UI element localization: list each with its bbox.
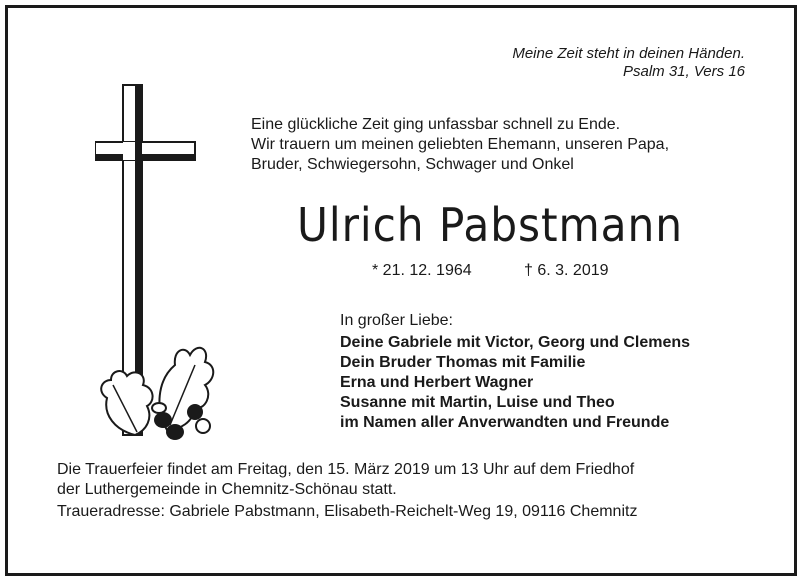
mourning-address: Traueradresse: Gabriele Pabstmann, Elisabeth-Reichelt-Weg 19, 09116 Chemnitz xyxy=(57,503,638,520)
intro-line: Bruder, Schwiegersohn, Schwager und Onkel xyxy=(251,156,574,173)
cross-with-oak-leaves-icon xyxy=(95,80,225,450)
death-date: † 6. 3. 2019 xyxy=(524,262,609,279)
intro-line: Wir trauern um meinen geliebten Ehemann, unseren Papa, xyxy=(251,136,670,153)
mourner-line: im Namen aller Anverwandten und Freunde xyxy=(340,414,670,431)
funeral-line: Die Trauerfeier findet am Freitag, den 15. März 2019 um 13 Uhr auf dem Friedhof xyxy=(57,461,635,478)
funeral-line: der Luthergemeinde in Chemnitz-Schönau statt. xyxy=(57,481,397,498)
mourner-line: Dein Bruder Thomas mit Familie xyxy=(340,354,586,371)
mourner-line: Deine Gabriele mit Victor, Georg und Clemens xyxy=(340,334,691,351)
deceased-name: Ulrich Pabstmann xyxy=(297,198,684,252)
birth-date: * 21. 12. 1964 xyxy=(372,262,472,279)
mourners-list xyxy=(340,333,690,433)
bible-quote xyxy=(512,45,745,81)
mourners-heading: In großer Liebe: xyxy=(340,312,453,329)
intro-text xyxy=(251,115,669,175)
quote-text: Meine Zeit steht in deinen Händen. xyxy=(512,45,745,62)
funeral-info xyxy=(57,460,634,500)
quote-reference: Psalm 31, Vers 16 xyxy=(623,63,745,80)
intro-line: Eine glückliche Zeit ging unfassbar schnell zu Ende. xyxy=(251,116,621,133)
mourner-line: Susanne mit Martin, Luise und Theo xyxy=(340,394,615,411)
mourner-line: Erna und Herbert Wagner xyxy=(340,374,534,391)
